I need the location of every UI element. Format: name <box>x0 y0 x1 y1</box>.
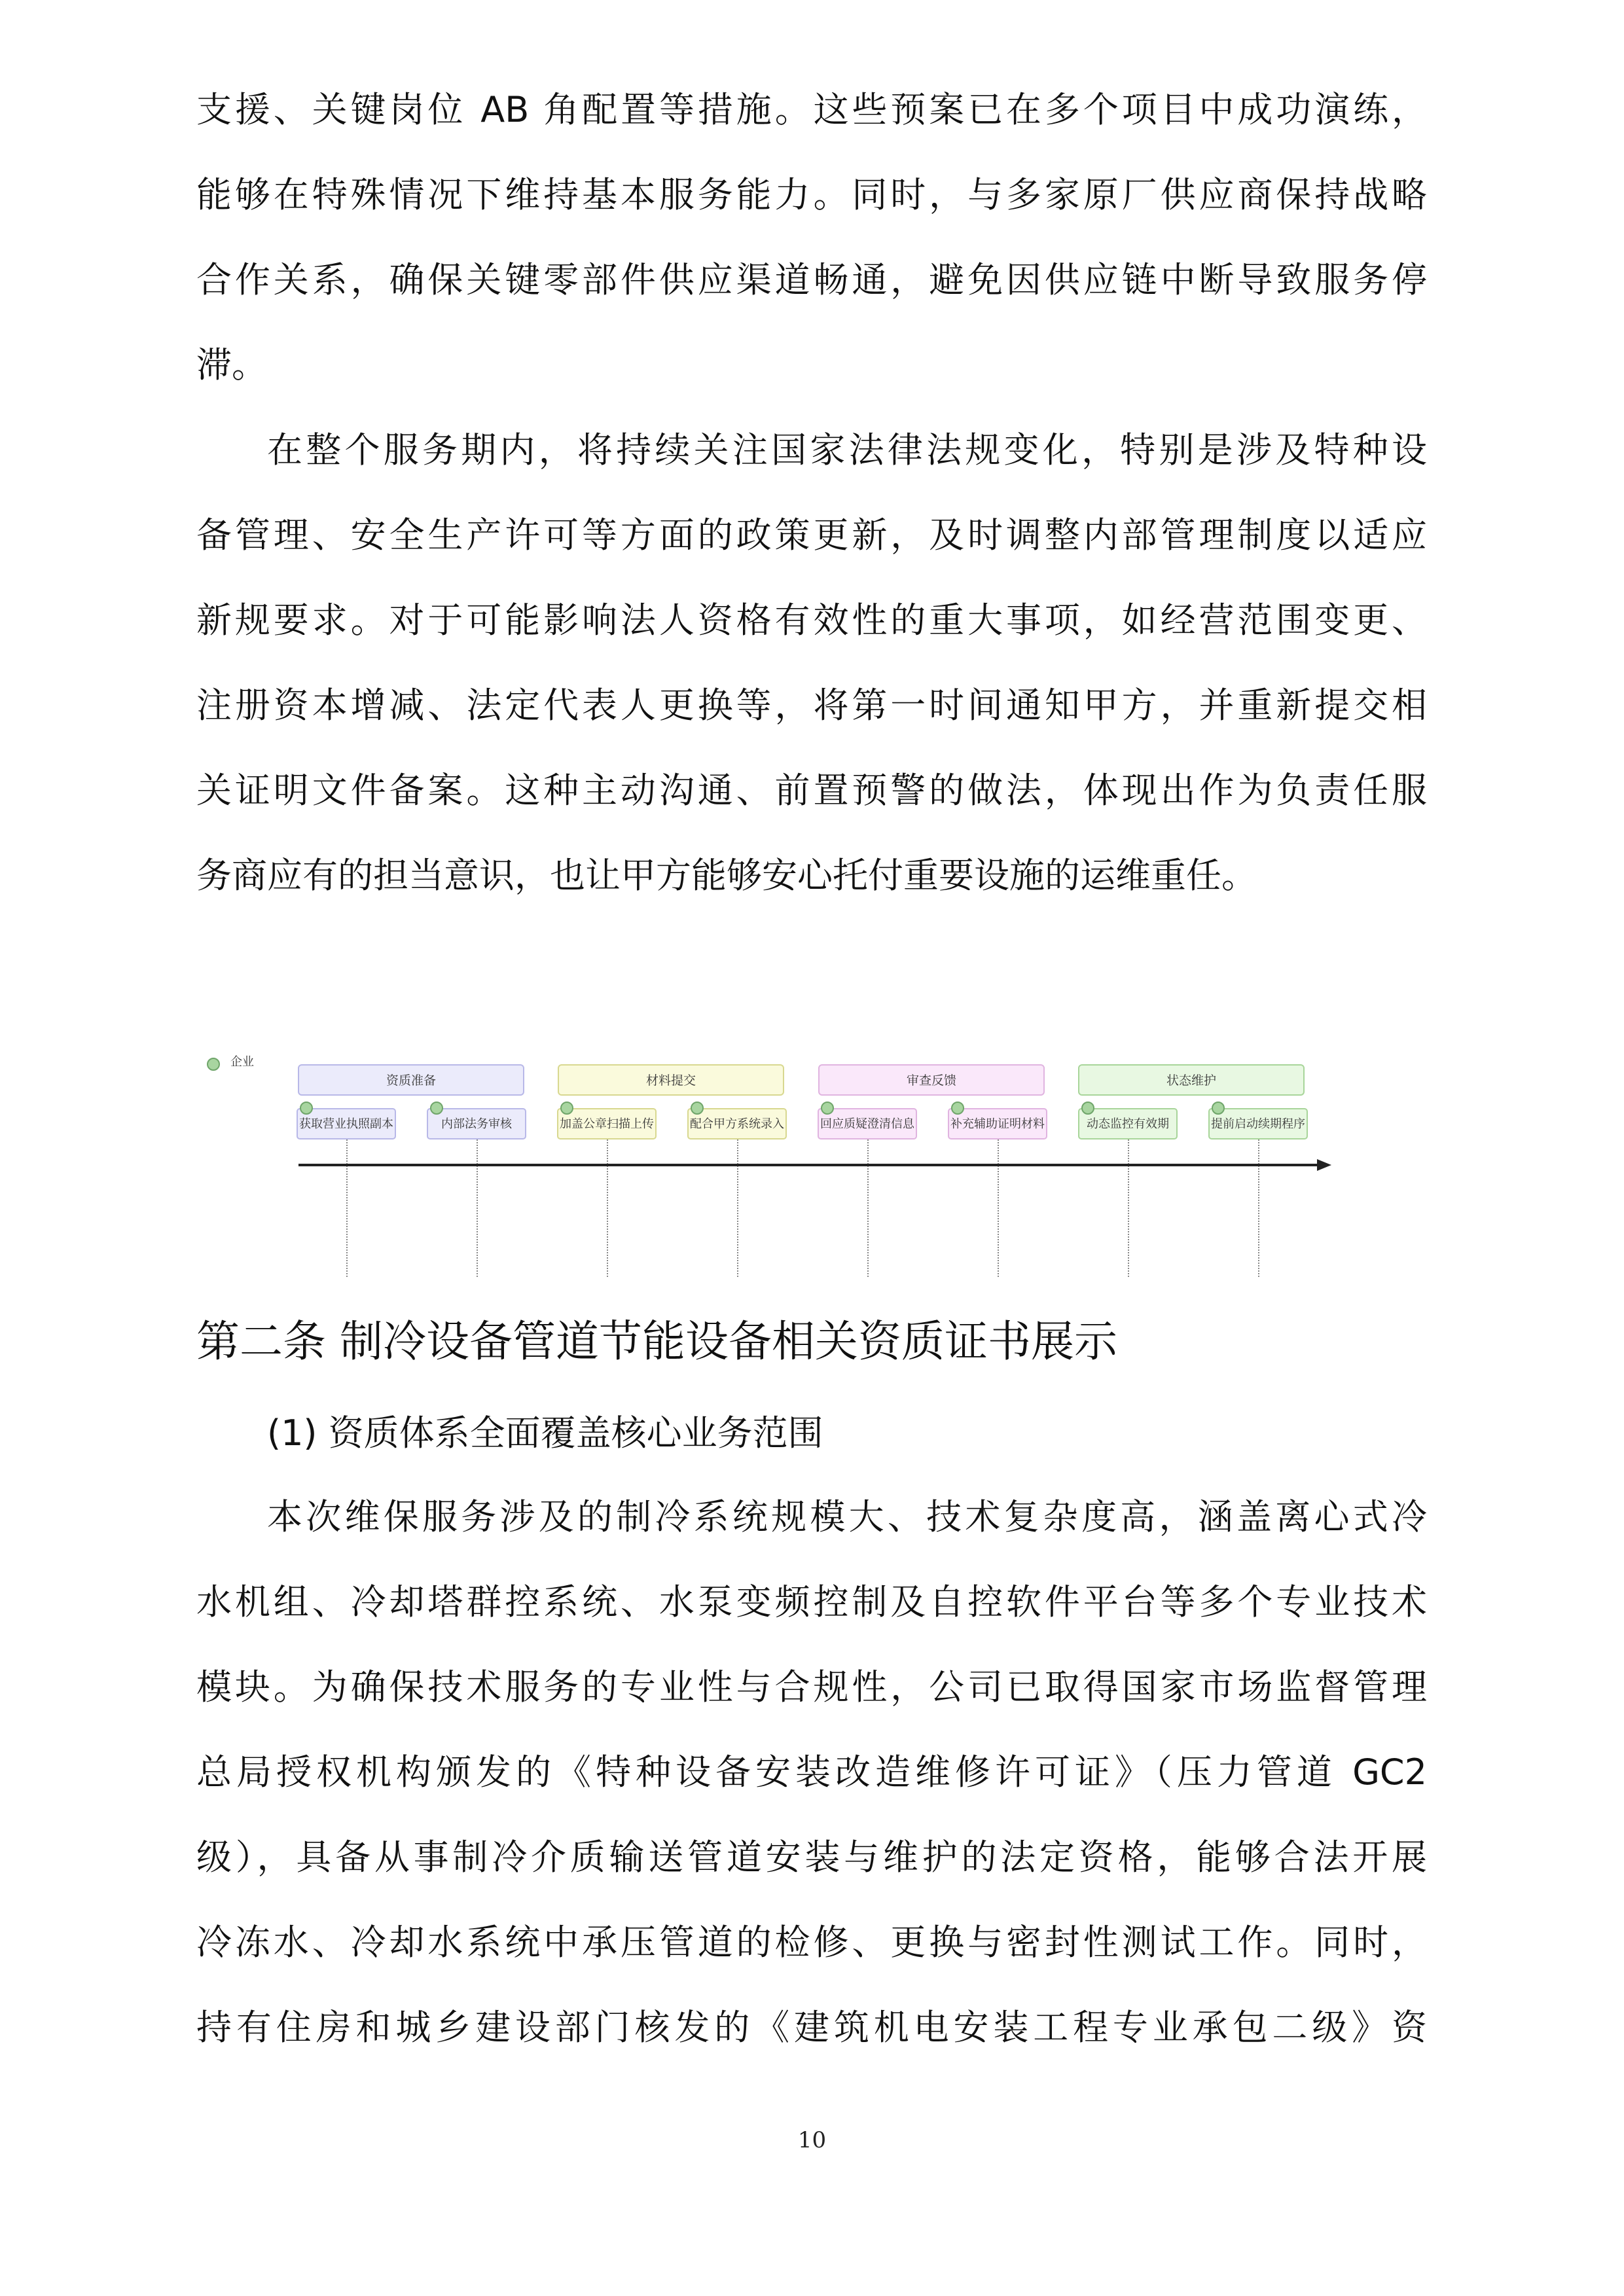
task-guide-line <box>998 1139 999 1277</box>
task-guide-line <box>1258 1139 1259 1277</box>
phase-material-submission: 材料提交 <box>558 1064 784 1096</box>
phase-status-maintenance: 状态维护 <box>1078 1064 1305 1096</box>
task-marker-icon <box>1081 1102 1094 1115</box>
paragraph-1-line-4: 滞。 <box>196 344 267 386</box>
paragraph-2-line-6: 务商应有的担当意识，也让甲方能够安心托付重要设施的运维重任。 <box>196 855 1257 896</box>
paragraph-3-line-4: 总局授权机构颁发的《特种设备安装改造维修许可证》（压力管道 GC2 <box>196 1751 1427 1793</box>
task-marker-icon <box>430 1102 443 1115</box>
paragraph-1-line-2: 能够在特殊情况下维持基本服务能力。同时，与多家原厂供应商保持战略 <box>196 174 1427 215</box>
task-marker-icon <box>300 1102 313 1115</box>
task-system-entry: 配合甲方系统录入 <box>687 1108 787 1139</box>
paragraph-3-line-5: 级），具备从事制冷介质输送管道安装与维护的法定资格，能够合法开展 <box>196 1837 1427 1878</box>
section-heading: 第二条 制冷设备管道节能设备相关资质证书展示 <box>196 1316 1117 1367</box>
paragraph-3-line-3: 模块。为确保技术服务的专业性与合规性，公司已取得国家市场监督管理 <box>196 1666 1427 1708</box>
task-respond-clarify: 回应质疑澄清信息 <box>818 1108 917 1139</box>
section-subheading: (1) 资质体系全面覆盖核心业务范围 <box>267 1412 823 1454</box>
legend-marker-icon <box>207 1058 220 1071</box>
paragraph-2-line-4: 注册资本增减、法定代表人更换等，将第一时间通知甲方，并重新提交相 <box>196 685 1427 726</box>
task-guide-line <box>1128 1139 1129 1277</box>
paragraph-2-line-5: 关证明文件备案。这种主动沟通、前置预警的做法，体现出作为负责任服 <box>196 770 1427 811</box>
task-marker-icon <box>1212 1102 1225 1115</box>
paragraph-3-line-7: 持有住房和城乡建设部门核发的《建筑机电安装工程专业承包二级》资 <box>196 2007 1427 2048</box>
task-guide-line <box>477 1139 478 1277</box>
task-stamp-scan-upload: 加盖公章扫描上传 <box>557 1108 657 1139</box>
task-monitor-validity: 动态监控有效期 <box>1078 1108 1178 1139</box>
task-guide-line <box>737 1139 738 1277</box>
task-guide-line <box>867 1139 869 1277</box>
task-guide-line <box>346 1139 348 1277</box>
paragraph-1-line-1: 支援、关键岗位 AB 角配置等措施。这些预案已在多个项目中成功演练， <box>196 89 1427 130</box>
paragraph-2-line-3: 新规要求。对于可能影响法人资格有效性的重大事项，如经营范围变更、 <box>196 600 1427 641</box>
task-supplementary-proof: 补充辅助证明材料 <box>948 1108 1047 1139</box>
paragraph-3-line-1: 本次维保服务涉及的制冷系统规模大、技术复杂度高，涵盖离心式冷 <box>267 1496 1427 1537</box>
timeline-axis <box>298 1164 1320 1166</box>
task-get-license-copy: 获取营业执照副本 <box>297 1108 396 1139</box>
paragraph-1-line-3: 合作关系，确保关键零部件供应渠道畅通，避免因供应链中断导致服务停 <box>196 259 1427 300</box>
task-renewal-procedure: 提前启动续期程序 <box>1208 1108 1308 1139</box>
page-number: 10 <box>797 2127 827 2153</box>
task-marker-icon <box>691 1102 704 1115</box>
paragraph-3-line-6: 冷冻水、冷却水系统中承压管道的检修、更换与密封性测试工作。同时， <box>196 1922 1427 1963</box>
task-marker-icon <box>821 1102 834 1115</box>
paragraph-2-line-2: 备管理、安全生产许可等方面的政策更新，及时调整内部管理制度以适应 <box>196 514 1427 556</box>
axis-arrow-icon <box>1317 1159 1331 1171</box>
phase-qualification-prep: 资质准备 <box>298 1064 524 1096</box>
task-guide-line <box>607 1139 608 1277</box>
task-marker-icon <box>951 1102 964 1115</box>
phase-review-feedback: 审查反馈 <box>818 1064 1045 1096</box>
paragraph-3-line-2: 水机组、冷却塔群控系统、水泵变频控制及自控软件平台等多个专业技术 <box>196 1581 1427 1623</box>
task-legal-review: 内部法务审核 <box>427 1108 526 1139</box>
legend-label: 企业 <box>230 1055 254 1069</box>
qualification-timeline-diagram <box>196 1041 1348 1302</box>
paragraph-2-line-1: 在整个服务期内，将持续关注国家法律法规变化，特别是涉及特种设 <box>267 429 1427 471</box>
task-marker-icon <box>560 1102 573 1115</box>
